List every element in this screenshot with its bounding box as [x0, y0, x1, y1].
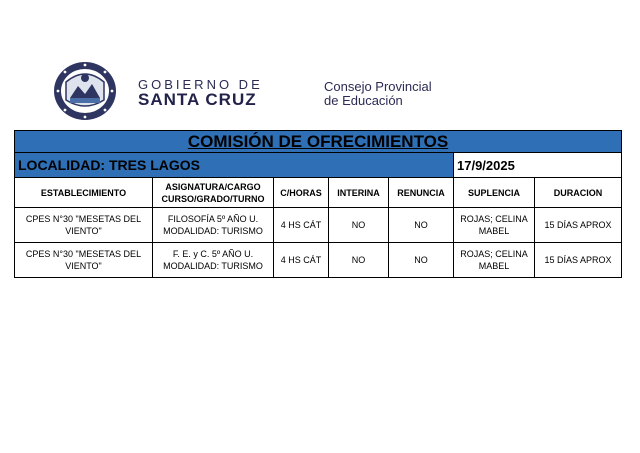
province-seal-icon — [52, 60, 118, 122]
cell-suplencia: ROJAS; CELINA MABEL — [454, 243, 535, 278]
cell-duracion: 15 DÍAS APROX — [535, 208, 622, 243]
date-cell: 17/9/2025 — [454, 153, 622, 178]
cell-asignatura: F. E. y C. 5º AÑO U. MODALIDAD: TURISMO — [153, 243, 274, 278]
col-header: INTERINA — [329, 178, 389, 208]
cell-interina: NO — [329, 208, 389, 243]
cell-horas: 4 HS CÁT — [274, 208, 329, 243]
cell-duracion: 15 DÍAS APROX — [535, 243, 622, 278]
table-row — [15, 243, 622, 278]
col-header: C/HORAS — [274, 178, 329, 208]
gov-line1: GOBIERNO DE — [138, 77, 263, 92]
council-wordmark — [324, 80, 432, 108]
cell-renuncia: NO — [389, 243, 454, 278]
col-header: ESTABLECIMIENTO — [15, 178, 153, 208]
table-title: COMISIÓN DE OFRECIMIENTOS — [15, 131, 622, 153]
page-header — [52, 60, 492, 122]
col-header: ASIGNATURA/CARGO CURSO/GRADO/TURNO — [153, 178, 274, 208]
col-header: SUPLENCIA — [454, 178, 535, 208]
cell-asignatura: FILOSOFÍA 5º AÑO U. MODALIDAD: TURISMO — [153, 208, 274, 243]
cell-renuncia: NO — [389, 208, 454, 243]
cell-establecimiento: CPES N°30 "MESETAS DEL VIENTO" — [15, 208, 153, 243]
cell-horas: 4 HS CÁT — [274, 243, 329, 278]
cpe-line1: Consejo Provincial — [324, 79, 432, 94]
col-header: DURACION — [535, 178, 622, 208]
gov-line2: SANTA CRUZ — [138, 90, 257, 109]
locality-cell: LOCALIDAD: TRES LAGOS — [15, 153, 454, 178]
table-row — [15, 208, 622, 243]
table-header-row — [15, 178, 622, 208]
cell-interina: NO — [329, 243, 389, 278]
cell-suplencia: ROJAS; CELINA MABEL — [454, 208, 535, 243]
cell-establecimiento: CPES N°30 "MESETAS DEL VIENTO" — [15, 243, 153, 278]
cpe-line2: de Educación — [324, 93, 403, 108]
offers-table — [14, 130, 622, 278]
col-header: RENUNCIA — [389, 178, 454, 208]
government-wordmark — [138, 78, 263, 109]
